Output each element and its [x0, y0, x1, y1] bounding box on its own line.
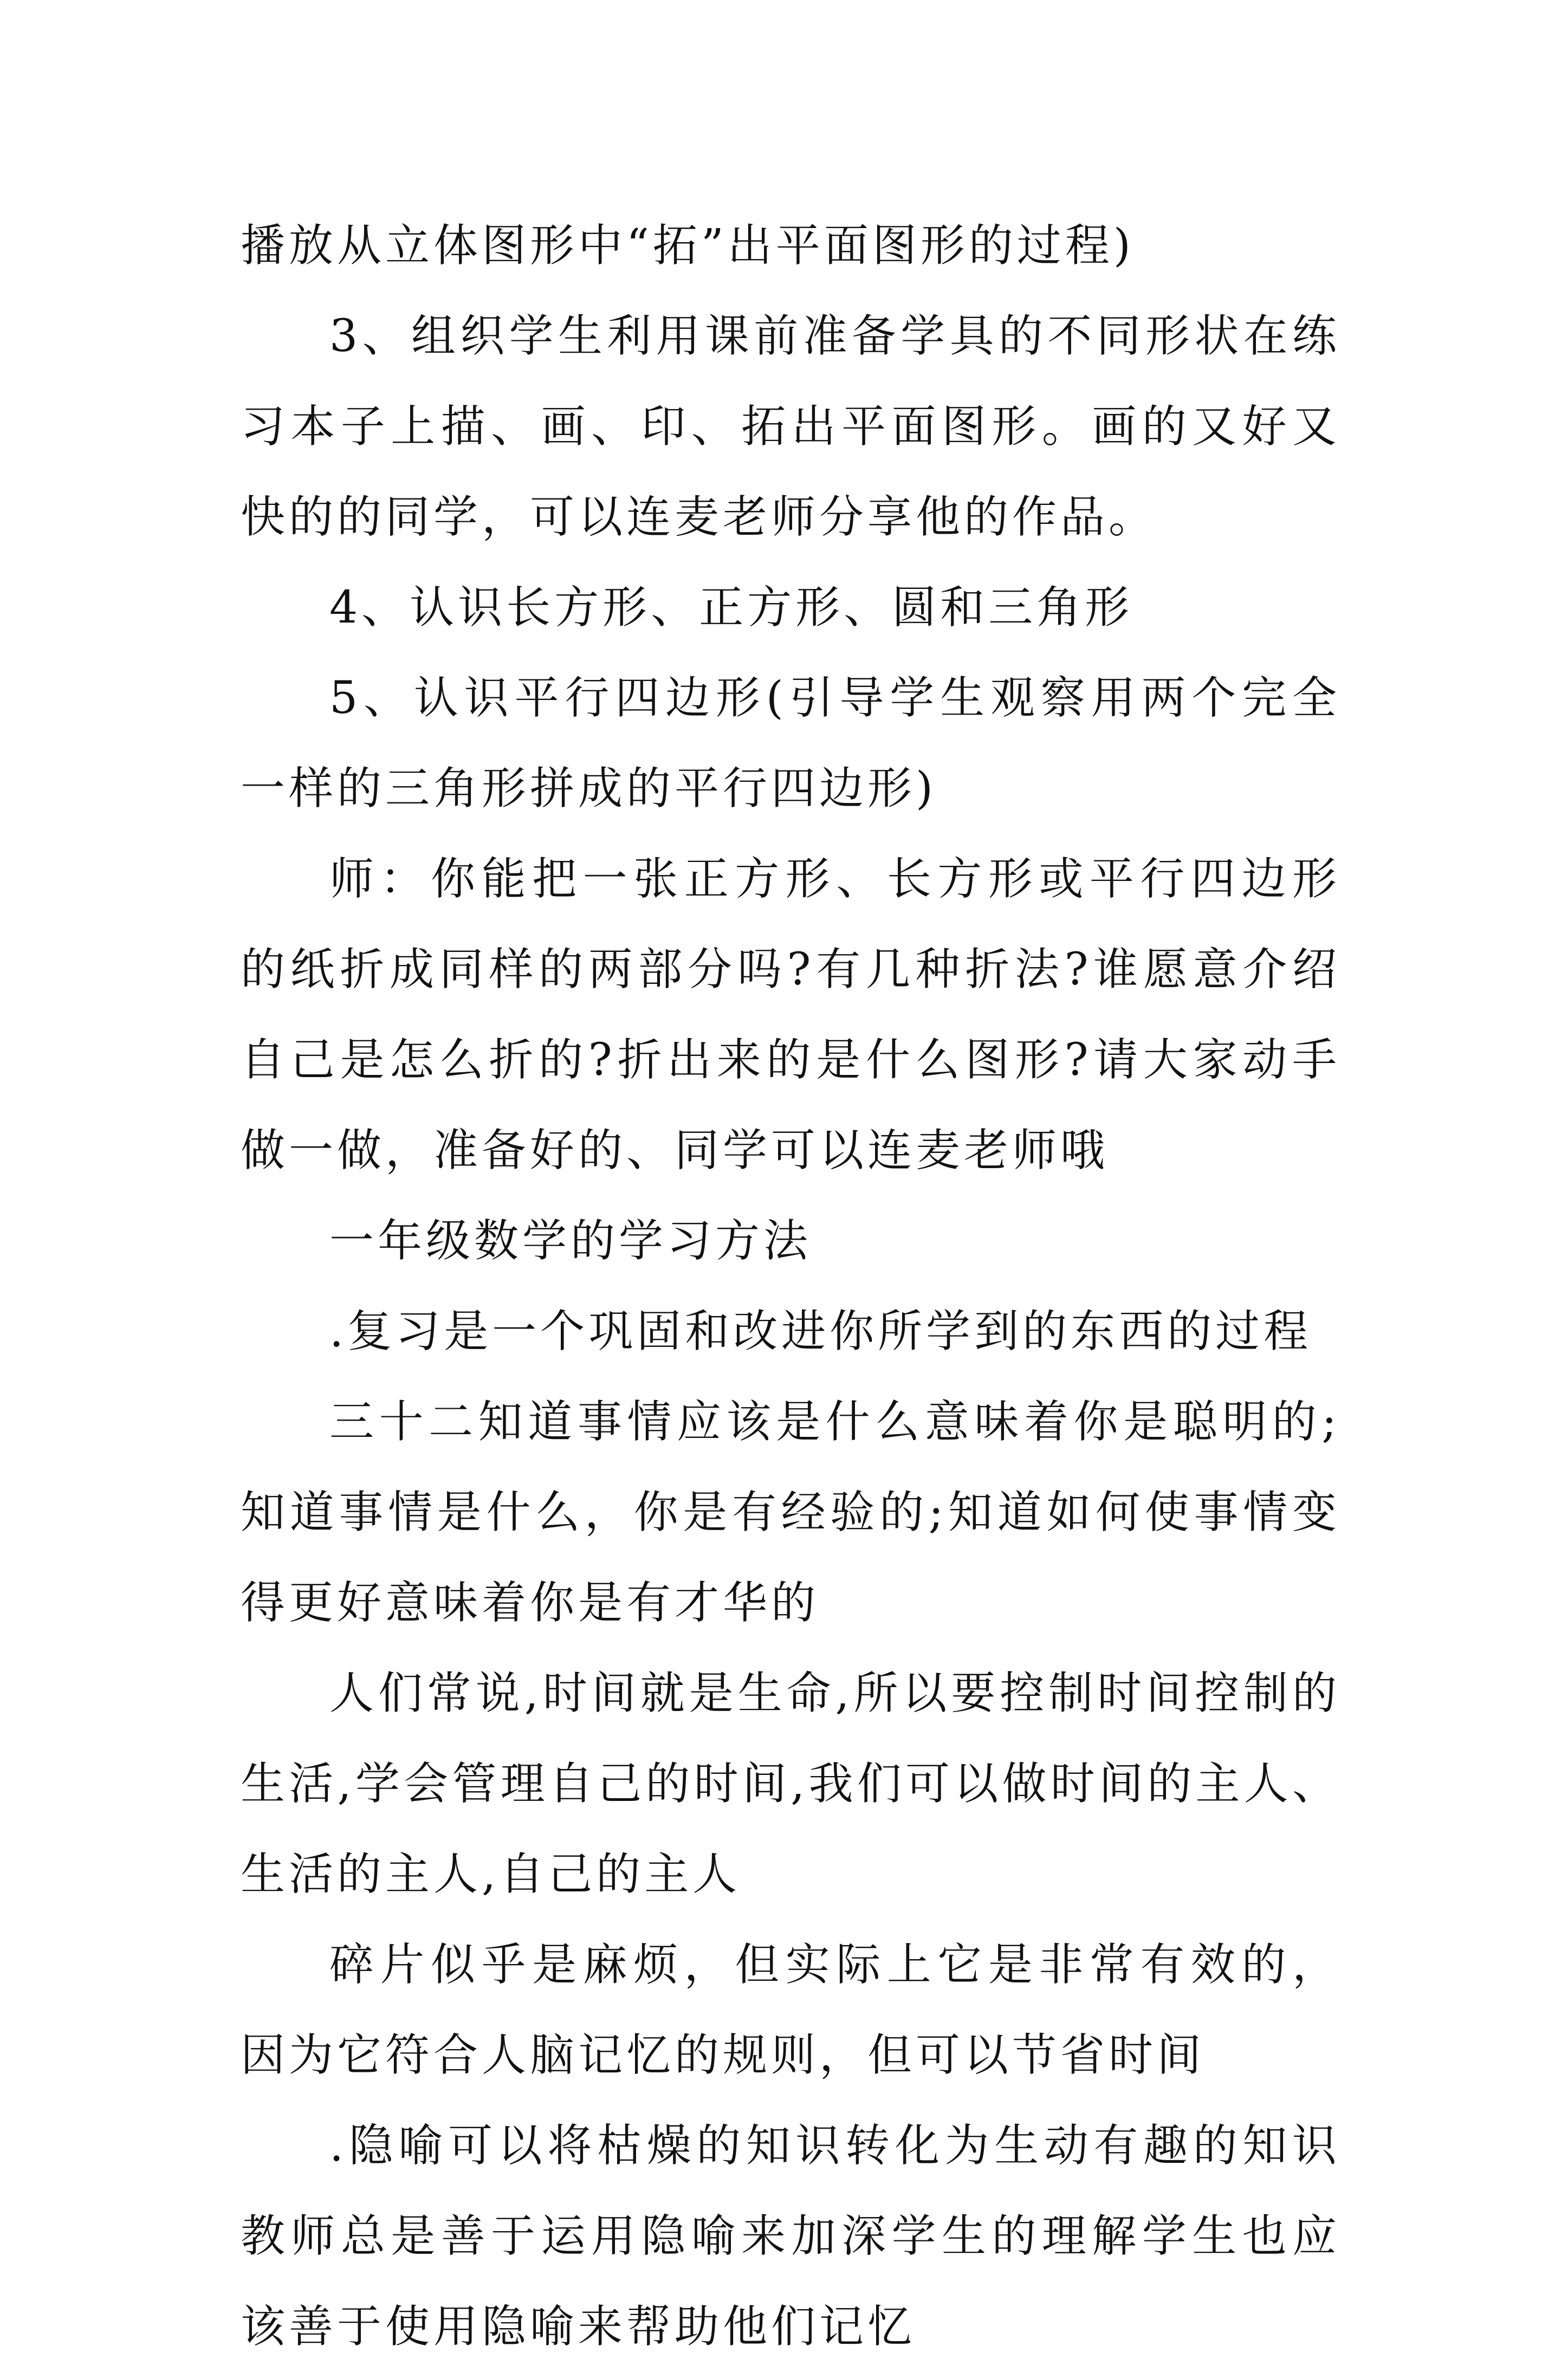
paragraph-teacher-question: 师：你能把一张正方形、长方形或平行四边形的纸折成同样的两部分吗?有几种折法?谁愿意介绍自己是怎么折的?折出来的是什么图形?请大家动手做一做，准备好的、同学可以连麦老师哦 [241, 853, 1340, 1176]
paragraph-step-4: 4、认识长方形、正方形、圆和三角形 [329, 582, 1133, 633]
section-heading-learning-methods: 一年级数学的学习方法 [329, 1215, 812, 1267]
paragraph-knowing: 三十二知道事情应该是什么意味着你是聪明的;知道事情是什么，你是有经验的;知道如何使事情变得更好意味着你是有才华的 [241, 1396, 1340, 1629]
paragraph-step-5: 5、认识平行四边形(引导学生观察用两个完全一样的三角形拼成的平行四边形) [241, 672, 1340, 814]
paragraph-metaphor: .隐喻可以将枯燥的知识转化为生动有趣的知识教师总是善于运用隐喻来加深学生的理解学生也应该善于使用隐喻来帮助他们记忆 [241, 2120, 1340, 2352]
paragraph-continuation: 播放从立体图形中“拓”出平面图形的过程) [241, 220, 1135, 271]
paragraph-review: .复习是一个巩固和改进你所学到的东西的过程 [329, 1306, 1312, 1357]
document-body [241, 200, 1340, 2372]
paragraph-fragments: 碎片似乎是麻烦，但实际上它是非常有效的，因为它符合人脑记忆的规则，但可以节省时间 [241, 1939, 1340, 2081]
paragraph-time-management: 人们常说,时间就是生命,所以要控制时间控制的生活,学会管理自己的时间,我们可以做时间的主人、生活的主人,自己的主人 [241, 1668, 1340, 1900]
paragraph-step-3: 3、组织学生利用课前准备学具的不同形状在练习本子上描、画、印、拓出平面图形。画的又好又快的的同学，可以连麦老师分享他的作品。 [241, 310, 1340, 543]
